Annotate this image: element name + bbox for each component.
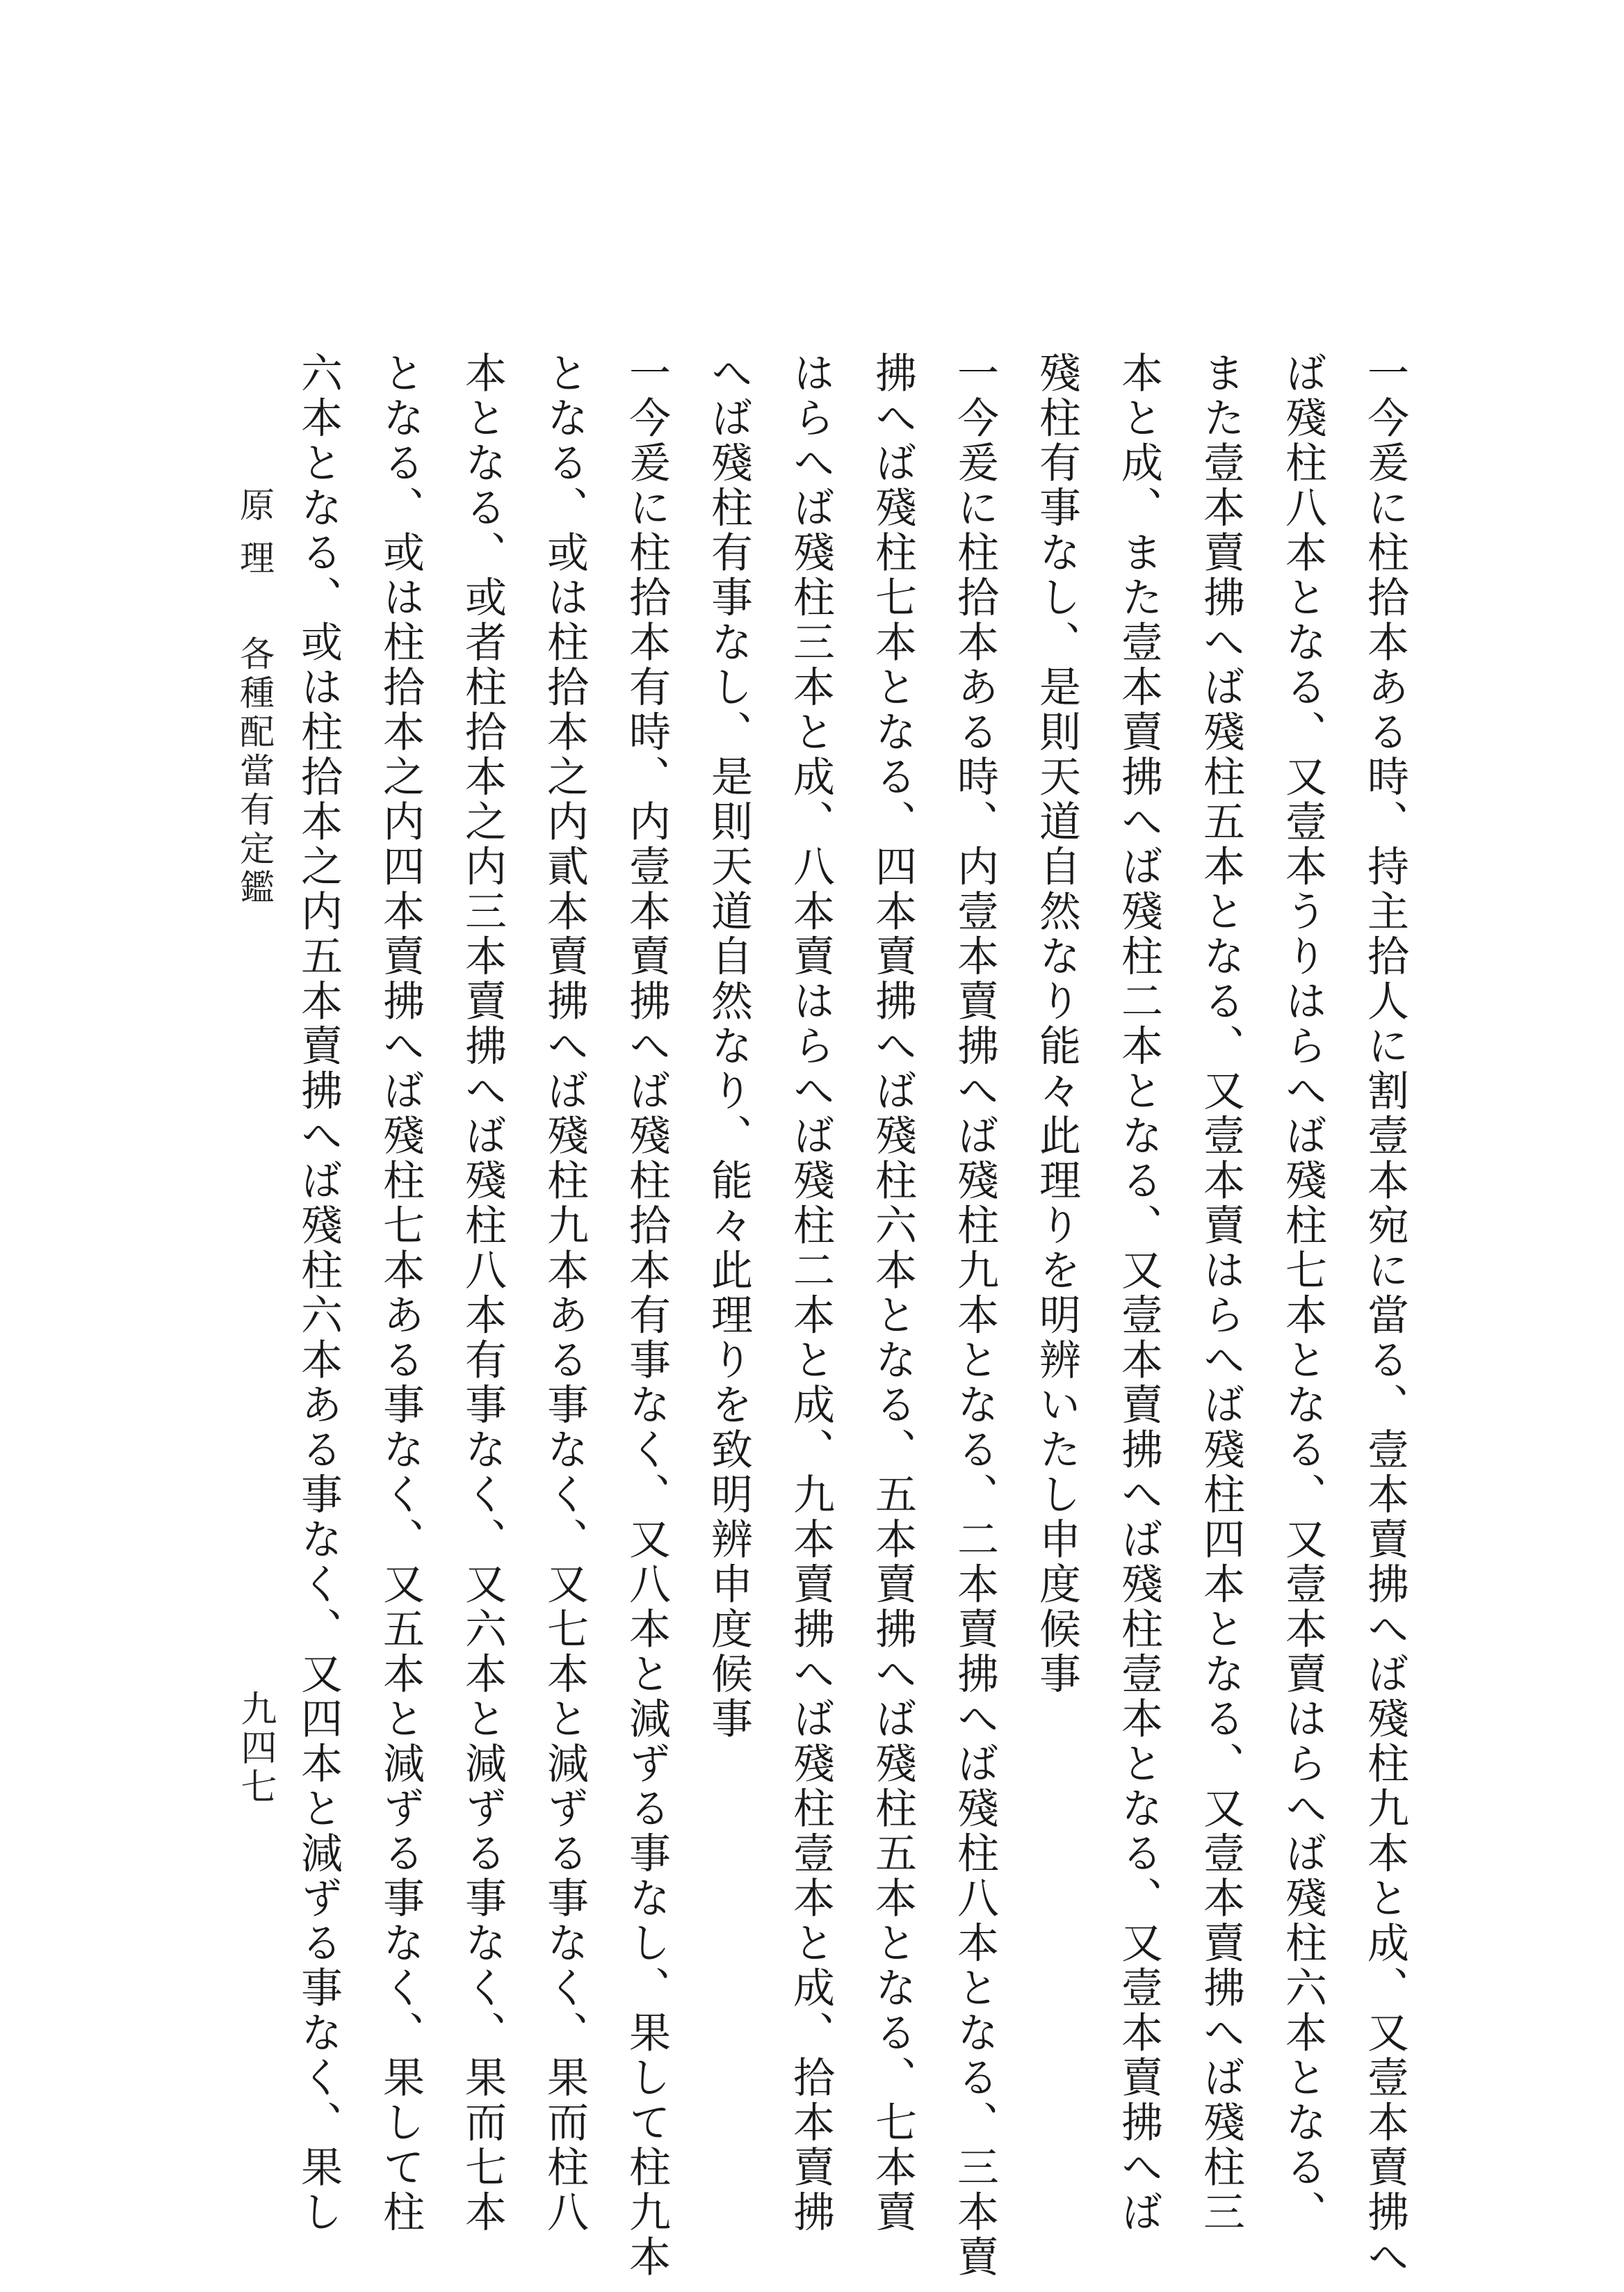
text-column: また壹本賣拂へば殘柱五本となる、又壹本賣はらへば殘柱四本となる、又壹本賣拂へば殘柱三 xyxy=(1196,351,1245,2235)
text-column: へば殘柱有事なし、是則天道自然なり、能々此理りを致明辨申度候事 xyxy=(704,351,753,1742)
text-column: 殘柱有事なし、是則天道自然なり能々此理りを明辨いたし申度候事 xyxy=(1032,351,1081,1697)
page-number: 九四七 xyxy=(234,1690,276,1807)
text-column: 一今爰に柱拾本ある時、内壹本賣拂へば殘柱九本となる、二本賣拂へば殘柱八本となる、三本賣 xyxy=(950,351,999,2280)
text-column: 六本となる、或は柱拾本之内五本賣拂へば殘柱六本ある事なく、又四本と減ずる事なく、果し xyxy=(294,351,343,2235)
text-column: はらへば殘柱三本と成、八本賣はらへば殘柱二本と成、九本賣拂へば殘柱壹本と成、拾本賣拂 xyxy=(786,351,835,2235)
text-column: となる、或は柱拾本之内貳本賣拂へば殘柱九本ある事なく、又七本と減ずる事なく、果而柱八 xyxy=(540,351,589,2235)
text-column: ば殘柱八本となる、又壹本うりはらへば殘柱七本となる、又壹本賣はらへば殘柱六本となる、 xyxy=(1278,351,1327,2235)
body-text xyxy=(277,351,1426,2280)
running-head-section: 原理 xyxy=(234,487,275,592)
text-column: 本となる、或者柱拾本之内三本賣拂へば殘柱八本有事なく、又六本と減ずる事なく、果而七本 xyxy=(458,351,507,2235)
text-column: 一今爰に柱拾本有時、内壹本賣拂へば殘柱拾本有事なく、又八本と減ずる事なし、果して柱九本 xyxy=(622,351,671,2280)
text-column: 一今爰に柱拾本ある時、持主拾人に割壹本宛に當る、壹本賣拂へば殘柱九本と成、又壹本賣拂へ xyxy=(1361,351,1409,2280)
text-column: 拂へば殘柱七本となる、四本賣拂へば殘柱六本となる、五本賣拂へば殘柱五本となる、七本賣 xyxy=(868,351,917,2235)
running-head-title: 各種配當有定鑑 xyxy=(234,635,275,908)
text-column: 本と成、また壹本賣拂へば殘柱二本となる、又壹本賣拂へば殘柱壹本となる、又壹本賣拂へば xyxy=(1114,351,1163,2235)
running-head xyxy=(229,487,279,908)
text-column: となる、或は柱拾本之内四本賣拂へば殘柱七本ある事なく、又五本と減ずる事なく、果して柱 xyxy=(376,351,425,2235)
